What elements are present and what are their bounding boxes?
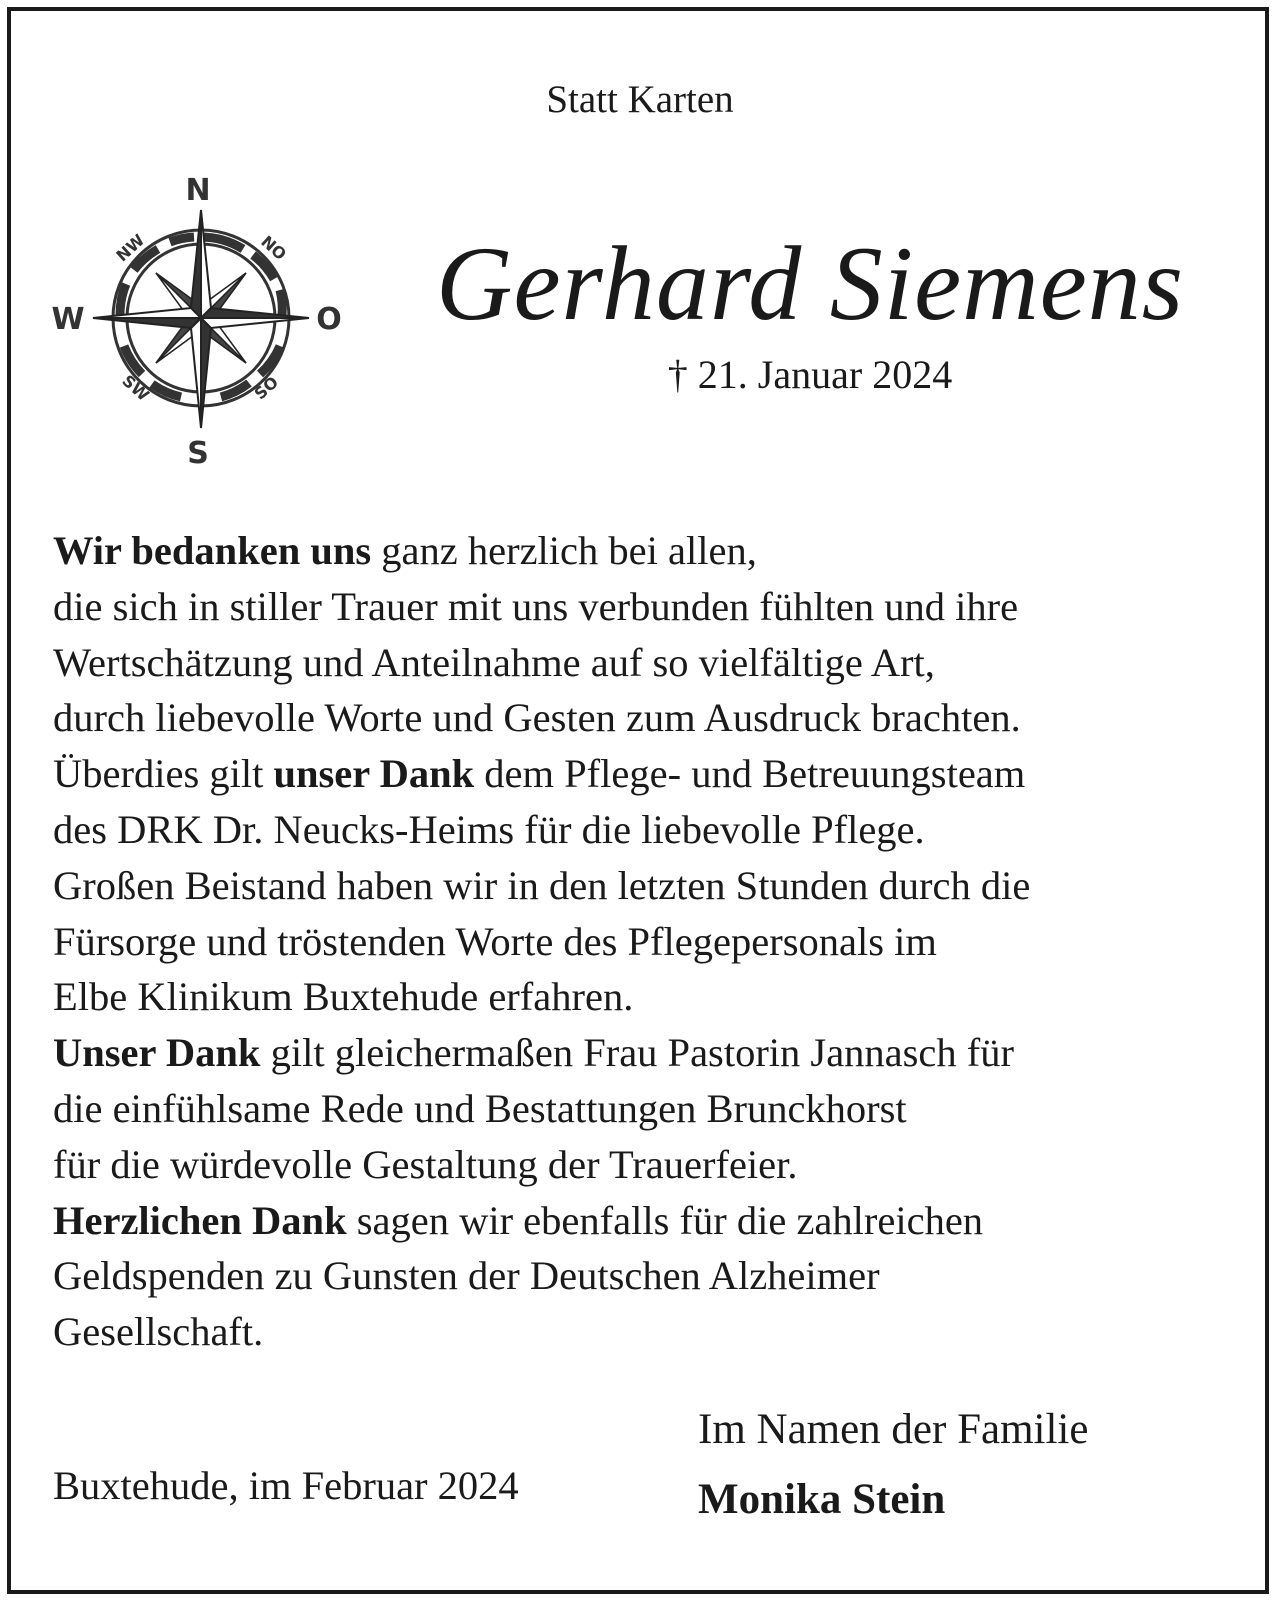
line-text: des DRK Dr. Neucks-Heims für die liebevolle Pflege.	[53, 806, 925, 852]
line-text: dem Pflege- und Betreuungsteam	[474, 751, 1026, 797]
text-line	[53, 802, 1253, 858]
line-text: Gesellschaft.	[53, 1309, 264, 1355]
bold-phrase: Unser Dank	[53, 1030, 261, 1076]
line-text: durch liebevolle Worte und Gesten zum Ausdruck brachten.	[53, 695, 1021, 741]
compass-label-nw: NW	[112, 230, 149, 266]
signature-block	[698, 1395, 1088, 1535]
line-text: Elbe Klinikum Buxtehude erfahren.	[53, 974, 634, 1020]
text-line	[53, 1304, 1253, 1360]
text-line	[53, 579, 1253, 635]
bold-phrase: Herzlichen Dank	[53, 1197, 347, 1243]
text-line	[53, 690, 1253, 746]
text-line	[53, 523, 1253, 579]
compass-label-sw: SW	[118, 371, 153, 405]
compass-rose-icon	[46, 166, 356, 476]
text-line	[53, 1025, 1253, 1081]
deceased-name: Gerhard Siemens	[435, 225, 1185, 342]
text-line	[53, 635, 1253, 691]
compass-label-s: S	[187, 436, 209, 471]
compass-label-o: O	[316, 302, 342, 337]
line-text: ganz herzlich bei allen,	[371, 528, 757, 573]
line-text: Großen Beistand haben wir in den letzten Stunden durch die	[53, 862, 1031, 908]
text-line	[53, 858, 1253, 914]
text-line	[53, 746, 1253, 802]
text-line	[53, 1137, 1253, 1193]
compass-label-w: W	[51, 302, 85, 337]
text-line	[53, 969, 1253, 1025]
line-text: gilt gleichermaßen Frau Pastorin Jannasch für	[260, 1030, 1014, 1076]
bold-phrase: unser Dank	[273, 751, 475, 797]
line-text: Überdies gilt	[53, 751, 274, 797]
compass-label-so: SO	[250, 372, 283, 404]
signature-name: Monika Stein	[698, 1476, 946, 1523]
line-text: Geldspenden zu Gunsten der Deutschen Alzheimer	[53, 1253, 880, 1299]
text-line	[53, 914, 1253, 970]
text-line	[53, 1248, 1253, 1304]
line-text: für die würdevolle Gestaltung der Trauerfeier.	[53, 1141, 798, 1187]
compass-label-n: N	[185, 173, 211, 208]
compass-label-no: NO	[257, 231, 291, 265]
bold-phrase: Wir bedanken uns	[53, 528, 372, 573]
line-text: die sich in stiller Trauer mit uns verbunden fühlten und ihre	[53, 583, 1019, 629]
thank-you-text	[53, 523, 1253, 1360]
header-statt-karten: Statt Karten	[546, 78, 734, 121]
signature-intro: Im Namen der Familie	[698, 1406, 1089, 1453]
line-text: Wertschätzung und Anteilnahme auf so vielfältige Art,	[53, 639, 935, 685]
line-text: sagen wir ebenfalls für die zahlreichen	[346, 1197, 984, 1243]
line-text: Fürsorge und tröstenden Worte des Pflegepersonals im	[53, 918, 937, 964]
line-text: die einfühlsame Rede und Bestattungen Brunckhorst	[53, 1085, 907, 1131]
text-line	[53, 1193, 1253, 1249]
death-date: † 21. Januar 2024	[667, 352, 953, 397]
place-and-date: Buxtehude, im Februar 2024	[53, 1463, 519, 1508]
text-line	[53, 1081, 1253, 1137]
